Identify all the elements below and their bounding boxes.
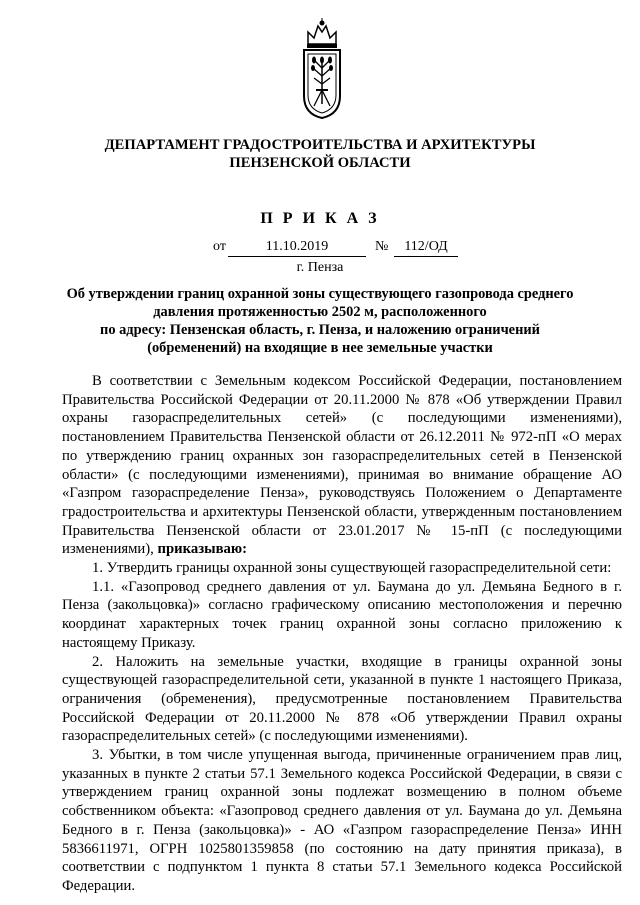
preamble-bold: приказываю [157, 541, 243, 558]
subject-line1: Об утверждении границ охранной зоны существующего газопровода среднего [66, 286, 574, 302]
from-label: от [213, 239, 226, 254]
city: г. Пенза [296, 260, 344, 275]
item-1: 1. Утвердить границы охранной зоны существующей газораспределительной сети: [92, 560, 612, 577]
document-body [62, 372, 622, 896]
preamble-paragraph [62, 372, 622, 559]
document-title: П Р И К А З [260, 210, 380, 227]
penza-coat-of-arms-icon [298, 18, 346, 120]
number-label: № [375, 239, 389, 254]
subject-line3: по адресу: Пензенская область, г. Пенза, и наложению ограничений [100, 322, 540, 338]
preamble-text: В соответствии с Земельным кодексом Российской Федерации, постановлением Правительства Российской Федерации от 20.11.2000 № 878 «Об утверждении Правил охраны газораспределительных сетей» (с последующими изменениями), постановлением Правительства Пензенской области от 26.12.2011 № 972-пП «О мерах по утверждению границ охранных зон газораспределительных сетей в Пензенской области» (с последующими изменениями), принимая во внимание обращение АО «Газпром газораспределение Пенза», руководствуясь Положением о Департаменте градостроительства и архитектуры Пензенской области, утвержденным постановлением Правительства Пензенской области от 23.01.2017 № 15-пП (с последующими изменениями), [62, 373, 622, 558]
order-date: 11.10.2019 [228, 238, 366, 257]
subject-line2: давления протяженностью 2502 м, расположенного [153, 304, 487, 320]
subject-line4: (обременений) на входящие в нее земельные участки [147, 340, 493, 356]
order-number: 112/ОД [394, 238, 458, 257]
department-name-line1: ДЕПАРТАМЕНТ ГРАДОСТРОИТЕЛЬСТВА И АРХИТЕКТУРЫ [104, 137, 536, 153]
item-3: 3. Убытки, в том числе упущенная выгода, причиненные ограничением прав лиц, указанных в пункте 2 статьи 57.1 Земельного кодекса Российской Федерации, в связи с утверждением границ охранной зоны подлежат возмещению в полном объеме собственником объекта: «Газопровод среднего давления от ул. Баумана до ул. Демьяна Бедного в г. Пенза (закольцовка)» - АО «Газпром газораспределение Пенза» ИНН 5836611971, ОГРН 1025801359858 (по состоянию на дату принятия приказа), в соответствии с подпунктом 1 пункта 8 статьи 57.1 Земельного кодекса Российской Федерации. [62, 747, 622, 894]
preamble-end: : [242, 541, 247, 558]
department-name-line2: ПЕНЗЕНСКОЙ ОБЛАСТИ [229, 155, 411, 171]
item-1-1: 1.1. «Газопровод среднего давления от ул. Баумана до ул. Демьяна Бедного в г. Пенза (закольцовка)» согласно графическому описанию местоположения и перечню координат характерных точек границ охранной зоны согласно приложению к настоящему Приказу. [62, 578, 622, 651]
item-2: 2. Наложить на земельные участки, входящие в границы охранной зоны существующей газораспределительной сети, указанной в пункте 1 настоящего Приказа, ограничения (обременения), предусмотренные постановлением Правительства Российской Федерации от 20.11.2000 № 878 «Об утверждении Правил охраны газораспределительных сетей» (с последующими изменениями). [62, 653, 622, 745]
